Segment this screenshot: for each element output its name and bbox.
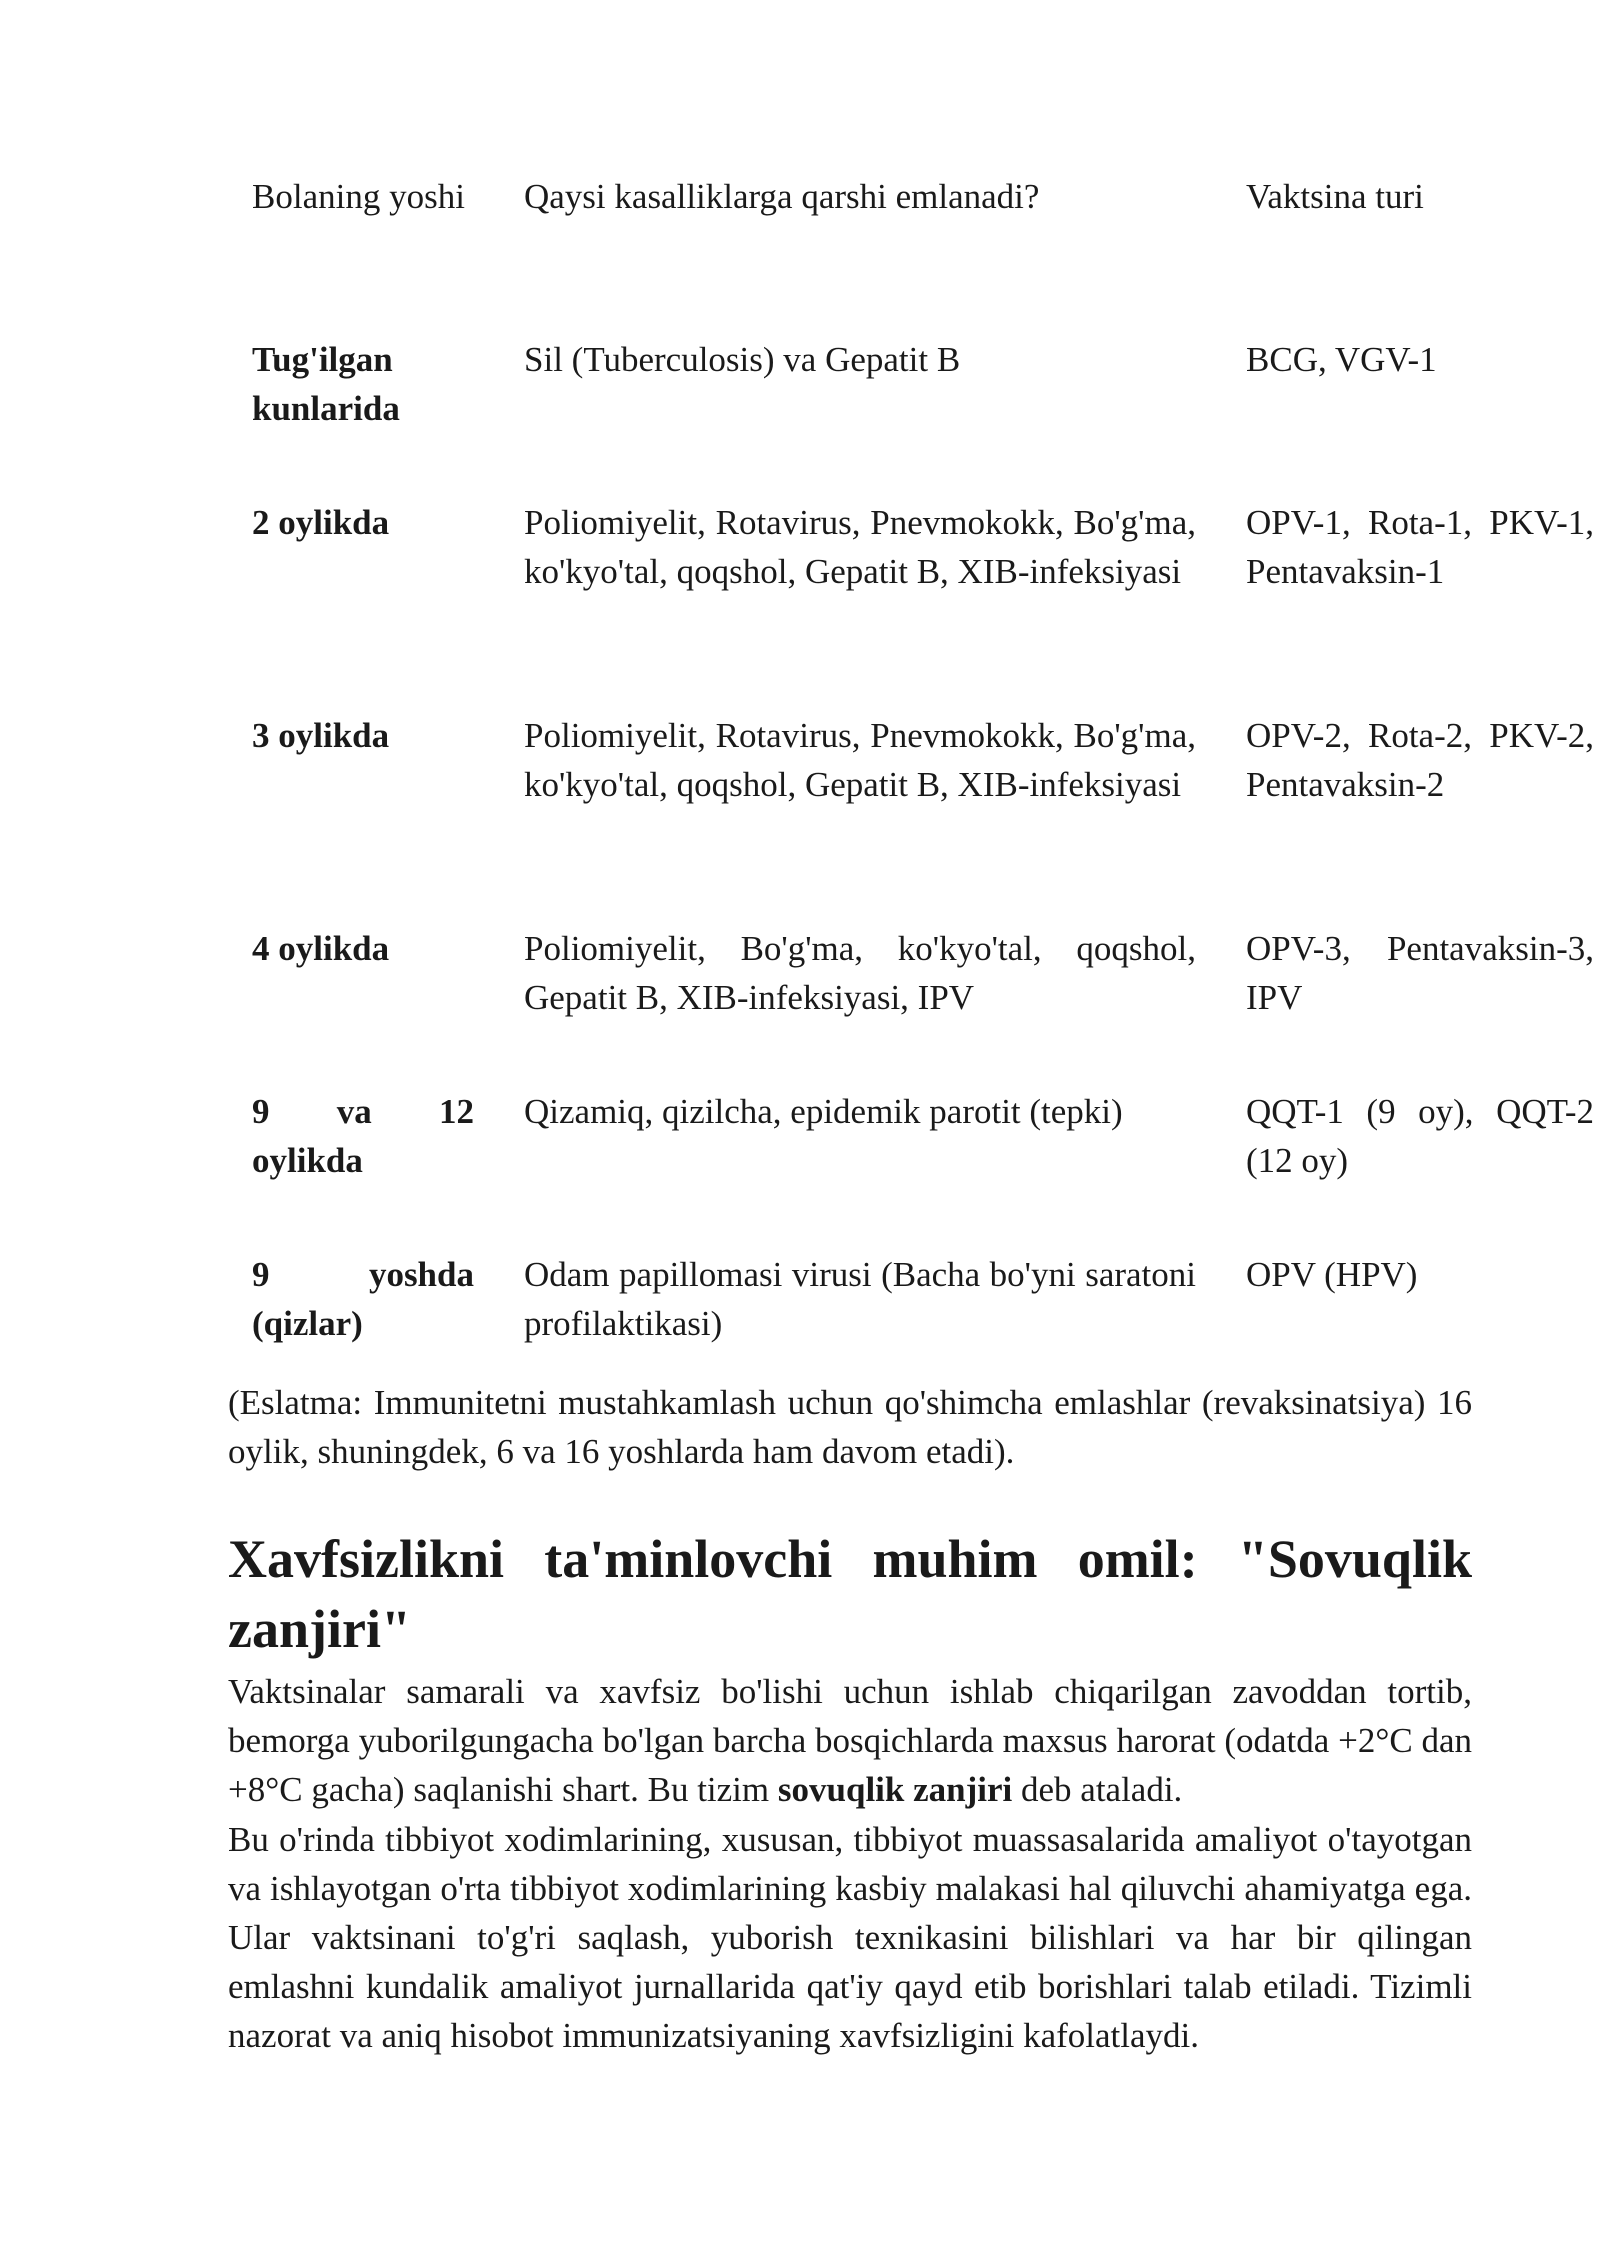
row-diseases: Sil (Tuberculosis) va Gepatit B (524, 340, 961, 379)
row-age: 4 oylikda (252, 929, 390, 968)
row-diseases: Odam papillomasi virusi (Bacha bo'yni saratoni profilaktikasi) (524, 1255, 1196, 1343)
cold-chain-paragraph (228, 1667, 1472, 1814)
header-vaccine: Vaktsina turi (1246, 177, 1424, 216)
row-vaccine: OPV (HPV) (1246, 1255, 1418, 1294)
vaccination-schedule-table (252, 172, 1600, 1370)
staff-paragraph: Bu o'rinda tibbiyot xodimlarining, xususan, tibbiyot muassasalarida amaliyot o'tayotgan va ishlayotgan o'rta tibbiyot xodimlarining kasbiy malakasi hal qiluvchi ahamiyatga ega. Ular vaktsinani to'g'ri saqlash, yuborish texnikasini bilishlari va har bir qilingan emlashni kundalik amaliyot jurnallarida qat'iy qayd etib borishlari talab etiladi. Tizimli nazorat va aniq hisobot immunizatsiyaning xavfsizligini kafolatlaydi. (228, 1820, 1472, 2055)
paragraph-text: Vaktsinalar samarali va xavfsiz bo'lishi uchun ishlab chiqarilgan zavoddan tortib, bemorga yuborilgungacha bo'lgan barcha bosqichlarda maxsus harorat (odatda +2°C dan +8°C gacha) saqlanishi shart. Bu tizim (228, 1672, 1472, 1809)
table-row (252, 335, 1600, 498)
header-age: Bolaning yoshi (252, 177, 465, 216)
table-row (252, 924, 1600, 1087)
table-row (252, 711, 1600, 924)
row-age: 2 oylikda (252, 503, 390, 542)
row-age: 3 oylikda (252, 716, 390, 755)
schedule-note: (Eslatma: Immunitetni mustahkamlash uchun qo'shimcha emlashlar (revaksinatsiya) 16 oylik, shuningdek, 6 va 16 yoshlarda ham davom etadi). (228, 1383, 1472, 1471)
row-diseases: Poliomiyelit, Bo'g'ma, ko'kyo'tal, qoqshol, Gepatit B, XIB-infeksiyasi, IPV (524, 929, 1196, 1017)
row-diseases: Qizamiq, qizilcha, epidemik parotit (tepki) (524, 1092, 1123, 1131)
row-vaccine: OPV-2, Rota-2, PKV-2, Pentavaksin-2 (1246, 716, 1594, 804)
row-diseases: Poliomiyelit, Rotavirus, Pnevmokokk, Bo'g'ma, ko'kyo'tal, qoqshol, Gepatit B, XIB-infeksiyasi (524, 503, 1196, 591)
row-age: 9 yoshda (qizlar) (252, 1255, 474, 1343)
row-vaccine: OPV-1, Rota-1, PKV-1, Pentavaksin-1 (1246, 503, 1594, 591)
table-row (252, 1250, 1600, 1370)
row-age: Tug'ilgan kunlarida (252, 340, 400, 428)
section-heading: Xavfsizlikni ta'minlovchi muhim omil: "Sovuqlik zanjiri" (228, 1529, 1472, 1659)
row-age: 9 va 12 oylikda (252, 1092, 474, 1180)
row-vaccine: BCG, VGV-1 (1246, 340, 1437, 379)
table-row (252, 498, 1600, 711)
header-diseases: Qaysi kasalliklarga qarshi emlanadi? (524, 177, 1040, 216)
row-vaccine: OPV-3, Pentavaksin-3, IPV (1246, 929, 1594, 1017)
row-vaccine: QQT-1 (9 oy), QQT-2 (12 oy) (1246, 1092, 1594, 1180)
row-diseases: Poliomiyelit, Rotavirus, Pnevmokokk, Bo'g'ma, ko'kyo'tal, qoqshol, Gepatit B, XIB-infeksiyasi (524, 716, 1196, 804)
cold-chain-term: sovuqlik zanjiri (777, 1770, 1013, 1809)
table-header-row (252, 172, 1600, 335)
paragraph-text: deb ataladi. (1012, 1770, 1183, 1809)
table-row (252, 1087, 1600, 1250)
